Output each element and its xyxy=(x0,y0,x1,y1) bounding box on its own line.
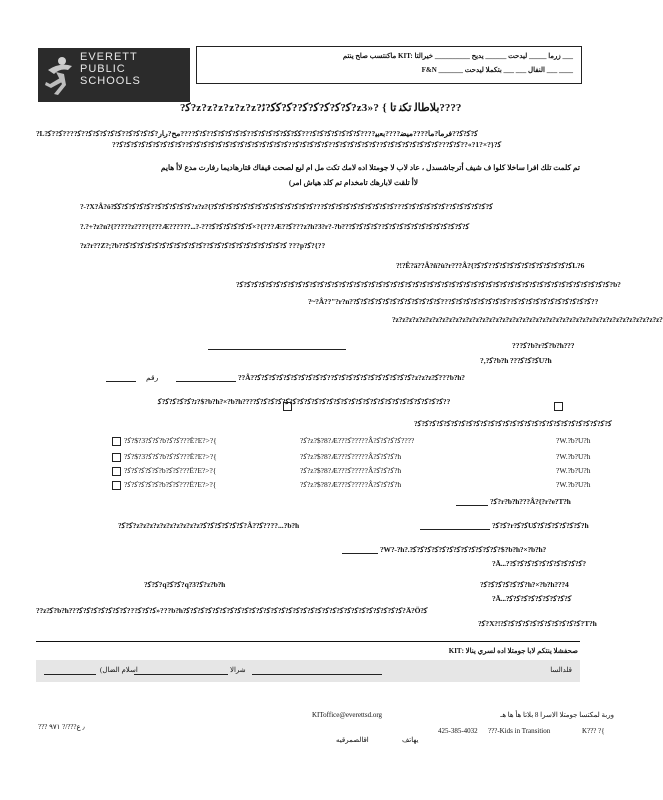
option-col-1: ?ﮐ?ﮐ?3?$?ﮐ?b?ﮐ?ﮐ???Ë?E?>?{ xyxy=(124,436,217,445)
logo-wordmark xyxy=(80,51,141,87)
option-row xyxy=(112,452,612,464)
school-logo xyxy=(38,48,190,102)
footer-left-note: ??? ٫ ﻉ???/? ٩٧١ xyxy=(38,723,85,731)
option-col-2: ?ﮐ?z?$?8?Æ???ﮐ?????Â?ﮐ?ﮐ?ﮐ?h xyxy=(300,480,402,489)
long-line-text: ?ﮐ?ﮐ?z?z?z?z?z?z?z?z?z?z?ﮐ?ﮐ?ﮐ?ﮐ?ﮐ?ﮐ?Â??ﮐ????...?b?h xyxy=(118,521,299,530)
body-line-1: ?-?X?Â?ó?ﮐ?ﮐ?ﮐ?ﮐ?ﮐ??ﮐ?ﮐ?ﮐ?ﮐ?ﮐﮐ?z?z?{?ﮐ?ﮐ?ﮐ?ﮐ?ﮐ?ﮐ??ﮐ?ﮐ?ﮐ?ﮐ?ﮐ?ﮐ???ﮐ?ﮐ?ﮐ?ﮐ?ﮐ?ﮐ?ﮐ?ﮐ?ﮐ?ﮐ???ﮐ?ﮐ?ﮐ?ﮐ?ﮐ?ﮐ?ﮐ?ﮐ?ﮐ?ﮐ?ﮐ?ﮐ?ﮐ?ﮐ xyxy=(80,202,493,211)
after-grid-text: ?ﮐ?r?b?h???Â?{?r?e?T?h xyxy=(490,497,571,506)
option-row xyxy=(112,436,612,448)
option-col-1: ?ﮐ?ﮐ?ﮐ?ﮐ?ﮐ?b?ﮐ?ﮐ???Ë?E?>?{ xyxy=(124,466,217,475)
body-line-5: ?ﮐ?ﮐ?ﮐ?ﮐ?ﮐ?ﮐ?ﮐ?ﮐ?ﮐ?ﮐ?ﮐ?ﮐ?ﮐ?ﮐ?ﮐ?ﮐ?ﮐ?ﮐ?ﮐ?ﮐ?ﮐ?ﮐ?ﮐ?ﮐ?ﮐ?ﮐ?ﮐ?ﮐ?ﮐ?ﮐ?ﮐ?ﮐ?ﮐ?ﮐ?ﮐ?ﮐ?ﮐ?ﮐ?ﮐ?ﮐ?ﮐ?ﮐ?ﮐ?ﮐ?ﮐ?ﮐ?ﮐ?ﮐ?ﮐ?ﮐ?ﮐ?b? xyxy=(236,280,621,289)
body-line-3: ?z?r??Z?;?b??ﮐ?ﮐ?ﮐ?ﮐ?ﮐ?ﮐ?ﮐ?ﮐ?ﮐ?ﮐ?ﮐ??ﮐ?ﮐ?ﮐ?ﮐ?ﮐ?ﮐ?ﮐ?ﮐ?ﮐ?ﮐ?ﮐ ???p?ﮐ?{?? xyxy=(80,241,326,250)
section-divider xyxy=(36,641,580,642)
fill-row-text: ??Â??ﮐ?ﮐ?ﮐ?ﮐ?ﮐ?ﮐ?ﮐ?ﮐ?ﮐ?ﮐ?ﮐ??ﮐ?ﮐ?ﮐ?ﮐ?ﮐ?ﮐ?ﮐ?ﮐ?ﮐ?ﮐ?z?z?z?ﮐ???b?h? xyxy=(238,373,465,382)
line2-blank[interactable] xyxy=(342,553,378,554)
right-note-2: ?,?ﮐ?b?h ???ﮐ?ﮐ?ﮐU?h xyxy=(480,356,552,365)
checkbox-a[interactable] xyxy=(283,397,294,415)
office-field-label-3: ﺍﺳﻼﻡ ﺍﻟﻀﺎﻝ) xyxy=(100,666,138,674)
fill-blank-2[interactable] xyxy=(176,381,236,382)
footer-right-line-2: ﻳﻬﺎﺗﻒ xyxy=(402,736,419,744)
option-col-3: ?W.?b?U?h xyxy=(556,480,591,489)
long-line-right: ?ﮐ?ﮐ?r?ﮐ?ﮐUﮐ?ﮐ?ﮐ?ﮐ?ﮐ?ﮐ?ﮐ?h xyxy=(492,521,589,530)
logo-line-1: EVERETT xyxy=(80,51,138,63)
option-col-3: ?W.?b?U?h xyxy=(556,452,591,461)
body-line-2: ?.?+?z?n?{?????z????{???Æ??????...?-???ﮐ?ﮐ?ﮐ?ﮐ?ﮐ?ﮐ×?{???Æ??ﮐ???z?h?3?r?-?b???ﮐ?ﮐ?ﮐ?ﮐ?ﮐ?ﮐ?ﮐ?ﮐ?ﮐ?ﮐ?ﮐ?ﮐ??ﮐ?ﮐ?ﮐ?ﮐ xyxy=(80,222,470,231)
bottom-para-line-2: ?ﮐ?X?!?ﮐ?ﮐ?ﮐ?ﮐ?ﮐ?ﮐ?ﮐ?ﮐ?ﮐ?ﮐ?ﮐ?T?h xyxy=(478,619,597,628)
line3-right: ?ﮐ?ﮐ?ﮐ?ﮐ?ﮐ?ﮐ?h?×?b?h???4 xyxy=(480,580,569,589)
contact-email[interactable]: KIToffice@everettsd.org xyxy=(312,711,383,719)
bottom-para-line-1: ??z?ﮐ?b?h???ﮐ?ﮐ?ﮐ???ﮐ?ﮐ?ﮐ?ﮐ?ﮐ?ﮐ?ﮐ»???b?h?ﮐ?ﮐ?ﮐ?ﮐ?ﮐ?ﮐ?ﮐ?ﮐ?ﮐ?ﮐ?ﮐ?ﮐ?ﮐ?ﮐ?ﮐ?ﮐ?ﮐ?ﮐ?ﮐ?ﮐ?ﮐ?ﮐ?ﮐ?ﮐ?ﮐ?ﮐ?ﮐ?ﮐ?ﮐ?ﮐ?Ä?Ö?ﮐ xyxy=(36,606,428,615)
intro-line-1: ?L?ﮐ?ﮐ?ﮐ??ﻓﺮﻣﺎ?ﻣﺎ????ﻣﻴﻀ????ﺑﻌﺑﻴ????ﮐ?ﮐ?ﮐ?ﮐ?ﮐ?ﮐ?ﮐ???ﮐﮐ?ﮐﮐ?ﮐ?ﮐ?ﮐ?ﮐ??ﮐ?ﮐ?ﮐ?ﮐ?ﮐ??ﮐ?ﮐ????ﻣﺢ?ﺭﺎﺭ?ﮐ?ﮐ?ﮐ?ﮐ??ﮐ?ﮐ?ﮐ?ﮐ?ﮐ??ﮐ????ﮐ??ﮐ xyxy=(36,129,478,138)
body-line-6: ?~?Â??"?r?n??ﮐ?ﮐ?ﮐ?ﮐ?ﮐ?ﮐ?ﮐ?ﮐ?ﮐ?ﮐ?ﮐ??ﮐ?ﮐ?ﮐ?ﮐ?ﮐ?ﮐ?ﮐ?ﮐ???ﮐ?ﮐ?ﮐ?ﮐ?ﮐ?ﮐ?ﮐ?ﮐ?ﮐ?ﮐ?ﮐ?ﮐ?? xyxy=(308,297,599,306)
option-checkbox[interactable] xyxy=(112,467,121,476)
logo-line-2: PUBLIC xyxy=(80,63,126,75)
option-row xyxy=(112,480,612,492)
option-col-2: ?ﮐ?z?$?8?Æ???ﮐ?????Â?ﮐ?ﮐ?ﮐ?h xyxy=(300,466,402,475)
option-col-3: ?W.?b?U?h xyxy=(556,466,591,475)
option-col-1: ?ﮐ?ﮐ?3?$?ﮐ?b?ﮐ?ﮐ???Ë?E?>?{ xyxy=(124,452,217,461)
checkbox-line-text: ﺗ?ﮐ?ﮐ?ﮐ?ﮐ?ﮐ?$?b?h?×?b?h????ﮐ?ﮐ?ﮐ?ﮐ?ﮐ?ﮐ?ﮐ?ﮐ?ﮐ?ﮐ?ﮐ?ﮐ?ﮐ?ﮐ?ﮐ?ﮐ?ﮐ?ﮐ?ﮐ?ﮐ?ﮐ?ﮐ?ﮐ?ﮐ?ﮐ?ﮐ?? xyxy=(158,397,451,406)
office-field-blank-2[interactable] xyxy=(134,674,228,675)
office-field-label-1: ﻗﻠﺪﺍﻟﺴﺎ xyxy=(550,666,572,674)
arabic-paragraph-line-1: ﺗﻢ ﻛﻠﻤﺖ ﺗﻠﻚ ﺍﻓﺮﺍ ﺳﺎﺧﻼ ﻛﻠﻮﺍ ﻑ ﺷﻴﻒ ﺃﺗﺮﺟﺎﺷﺴﺪﻝ ، ﻋﺎﺩ ﻻﺏ ﻻ ﺟﻮﻣﺘﻼ ﺍﺩﻩ ﻻﻣﻚ ﺗﻜﺖ ﻣﻞ ﺍﻡ ﻟﺒﻊ ﻟﺼﺤﺖ ﻗﻴﻔﺎﻙ ﻗﺘﺎﺭﻫﺎﺩﻳﻤﺎ ﺭﻓﺎﺭﺕ ﻣﺪﻉ ﻻﺃ ﻫﺎﻳﻢ xyxy=(160,163,580,172)
footer-right-line-1: ﻭﺭﺑﺔ ﻟﻤﻜﺘﺴﺎ ﺟﻮﻣﺘﻼ ﺍﻟﺎﺳﺮﺍ 8 ﺑﻼﺗﺎ ﻫﺄ ﻫﺎ ﻫـ xyxy=(500,711,614,719)
option-col-2: ?ﮐ?z?$?8?Æ???ﮐ?????Â?ﮐ?ﮐ?ﮐ?ﮐ???? xyxy=(300,436,415,445)
right-note-1: ???ﮐ?b?r?ﮐ?b?h??? xyxy=(512,341,575,350)
header-line-2: F&N _______ ﺍﻟﻨﻔﺎﻝ ___ ___ ﺑﺘﻜﻤﻼ ﻟﻴﺪﺣﺖ ___ ____ xyxy=(421,66,573,74)
checkbox-line-2: ?ﮐ?ﮐ?ﮐ?ﮐ?ﮐ?ﮐ?ﮐ?ﮐ?ﮐ?ﮐ?ﮐ?ﮐ?ﮐ?ﮐ?ﮐ?ﮐ?ﮐ?ﮐ?ﮐ?ﮐ?ﮐ?ﮐ?ﮐ?ﮐ?ﮐ?ﮐ?ﮐ xyxy=(414,419,612,428)
fill-blank-1[interactable] xyxy=(106,381,136,382)
office-field-blank-3[interactable] xyxy=(44,674,96,675)
arabic-paragraph-line-2: ﻻﺃ ﺗﻠﻘﺖ ﻻﺑﺎﺭﻫﻚ ﺗﺎﻣﺨﺪﺍﻡ ﺗﻢ ﻛﻠﺪ ﻫﻴﺎﺵ ﺍﻣﺮ) xyxy=(288,178,418,187)
option-checkbox[interactable] xyxy=(112,481,121,490)
fill-label-number: ﺭﻗﻢ xyxy=(146,373,159,382)
after-grid-blank[interactable] xyxy=(456,505,488,506)
logo-line-3: SCHOOLS xyxy=(80,75,141,87)
long-line-blank[interactable] xyxy=(420,529,490,530)
line3b-text: ?Ä...?ﮐ?ﮐ?ﮐ?ﮐ?ﮐ?ﮐ?ﮐ?ﮐ?ﮐ xyxy=(492,594,572,603)
footer-right-line-3: ﺍﻗﺎﻟﺼﻤﺮﻗﻴﻪ xyxy=(336,736,369,744)
office-field-label-2: ﺷﺮﺍﻟﺎ xyxy=(230,666,246,674)
runner-figure-icon xyxy=(42,54,76,96)
option-checkbox[interactable] xyxy=(112,453,121,462)
footer-kit-label: ???-Kids in Transition xyxy=(488,727,551,735)
intro-line-2: ??ﮐ?{?×?1?»??ﮐ?ﮐ???ﮐ?ﮐ?ﮐ?ﮐ?ﮐ?ﮐ?ﮐ?ﮐ??ﮐ?ﮐ?ﮐ?ﮐ?ﮐ?ﮐ??ﮐ?ﮐ?ﮐ?ﮐ?ﮐ??ﮐ?ﮐ?ﮐ?ﮐ?ﮐ?ﮐ?ﮐ?ﮐ?ﮐ?ﮐ?ﮐ?ﮐ?ﮐ?ﮐ??ﮐ?ﮐ?ﮐ?ﮐ?ﮐ?ﮐ?ﮐ?ﮐ?ﮐ xyxy=(112,140,502,149)
line3-text: ?ﮐ?ﮐ?q?ﮐ?ﮐ?q?ﮐ?3?z?b?h xyxy=(144,580,226,589)
option-checkbox[interactable] xyxy=(112,437,121,446)
option-col-3: ?W.?b?U?h xyxy=(556,436,591,445)
body-line-7: ?z?z?z?z?z?z?z?z?z?z?z?z?z?z?z?z?z?z?z?z?z?z?z?z?z?z?z?z?z?z?z?z?z?z?z?z?z?z?z?z? xyxy=(392,315,663,324)
option-col-1: ?ﮐ?ﮐ?ﮐ?ﮐ?ﮐ?b?ﮐ?ﮐ???Ë?E?>?{ xyxy=(124,480,217,489)
footer-code: K??? ?{ xyxy=(582,727,605,735)
signature-blank-line[interactable] xyxy=(208,349,346,350)
checkbox-b[interactable] xyxy=(554,397,565,415)
option-row xyxy=(112,466,612,478)
office-field-blank-1[interactable] xyxy=(252,674,382,675)
office-use-heading: ﺻﺤﻔﺸﻼ ﻳﻨﺘﻜﻢ ﻻﺑﺎ ﺟﻮﻣﺘﻼ ﺍﺩﻩ ﻟﺴﺮﻱ ﻳﻨﺎﻻ :KIT xyxy=(448,647,578,655)
body-line-4: ?!?Ê?ä??Â?ñ?ù?r???Â?{?ﮐ?ﮐ?ﮐ?ﮐ?ﮐ?ﮐ?ﮐ?ﮐ?ﮐ?ﮐ?ﮐ??ﮐ?ﮐL?6 xyxy=(396,261,585,270)
line2-text: ?W?-?h?.?ﮐ?ﮐ?ﮐ?ﮐ?ﮐ?ﮐ?ﮐ?ﮐ?ﮐ?ﮐ?ﮐ?ﮐ?$?b?h?×?b?h? xyxy=(380,545,547,554)
form-title: ?ﮐ?z?z?z?z?z?z?ﮐ?ﮐ?ﮐ?ﮐ?ﮐ??ﮐ?ﮐﮐ?ﺋ?z3»? { ﺑﻼﻃﺎﻟ ﺗﻜﻨ ﺗﺎ???? xyxy=(180,102,462,114)
line2b-text: ?Ä...??ﮐ?ﮐ?ﮐ?ﮐ?ﮐ?ﮐ?ﮐ?ﮐ?ﮐ?ﮐ? xyxy=(492,559,587,568)
footer-phone: 425-385-4032 xyxy=(438,727,478,735)
option-col-2: ?ﮐ?z?$?8?Æ???ﮐ?????Â?ﮐ?ﮐ?ﮐ?h xyxy=(300,452,402,461)
office-use-bar xyxy=(36,660,580,682)
header-info-box xyxy=(196,46,582,84)
header-line-1: ﻣﺎﻛﻨﺘﺴﺐ ﺻﺎﺢ ﻳﻨﺘﻢ KIT: ﺯﺭﻣﺍ _____ ﻟﻴﺪﺣﺖ ______ ﻳﺪﻳﺢ __________ ﺧﻴﺮﺍﻟﺘﺎ ___ xyxy=(342,52,573,60)
